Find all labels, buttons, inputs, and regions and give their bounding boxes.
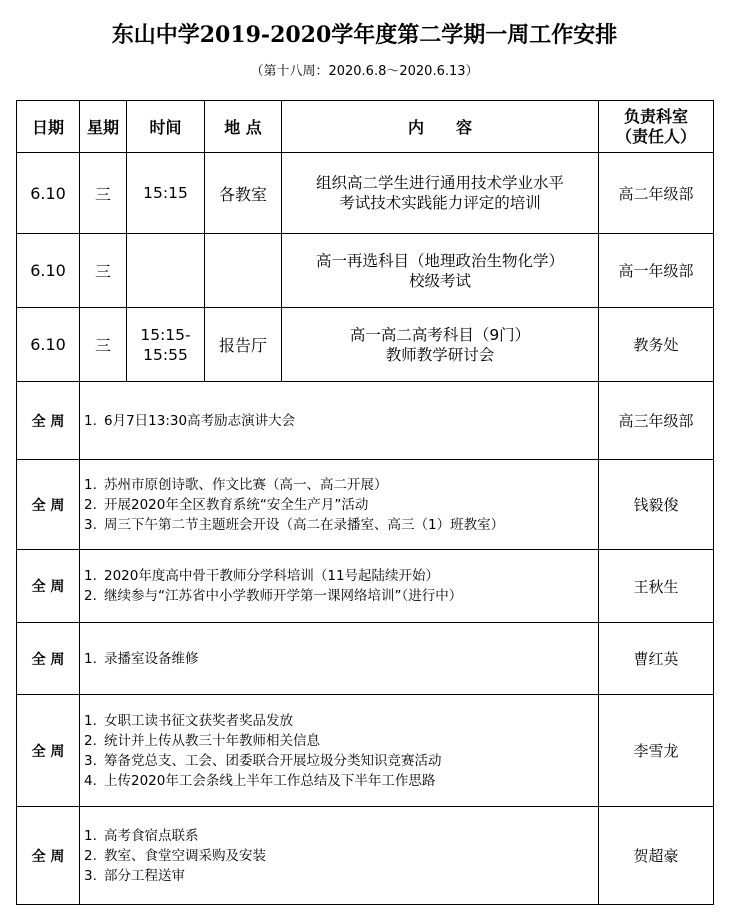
week-row [17,807,714,905]
week-content-cell [80,695,599,807]
time-line1: 15:15 [143,184,188,202]
content-line1: 高一高二高考科目（9门） [349,325,531,344]
table-row [17,153,714,234]
list-item: 1. 苏州市原创诗歌、作文比赛（高一、高二开展） [84,476,388,493]
list-item: 3. 筹备党总支、工会、团委联合开展垃圾分类知识竞赛活动 [84,752,442,769]
week-row [17,460,714,550]
list-item: 3. 部分工程送审 [84,867,185,884]
date-cell: 6.10 [17,153,80,234]
header-content: 内 容 [282,101,599,153]
date-cell: 6.10 [17,308,80,382]
header-place: 地 点 [205,101,282,153]
week-content-cell [80,807,599,905]
time-line1: 15:15- [140,325,191,344]
header-responsible [599,101,714,153]
page-subtitle: （第十八周：2020.6.8～2020.6.13） [250,64,479,79]
table-row [17,234,714,308]
header-responsible-line1: 负责科室 [623,106,688,126]
content-line1: 组织高二学生进行通用技术学业水平 [315,174,564,192]
responsible-cell: 钱毅俊 [599,460,714,550]
list-item: 2. 继续参与“江苏省中小学教师开学第一课网络培训”（进行中） [84,588,463,604]
responsible-cell: 曹红英 [599,623,714,695]
content-cell [282,234,599,308]
week-label-cell: 全 周 [17,550,80,623]
list-item: 1. 女职工读书征文获奖者奖品发放 [84,712,293,729]
list-item: 2. 教室、食堂空调采购及安装 [84,847,266,864]
place-cell [205,234,282,308]
week-label-cell: 全 周 [17,807,80,905]
week-content-cell [80,623,599,695]
week-label-cell: 全 周 [17,623,80,695]
list-item: 1. 录播室设备维修 [84,650,199,667]
responsible-cell: 贺超豪 [599,807,714,905]
weekday-cell: 三 [80,234,127,308]
page-title: 东山中学2019-2020学年度第二学期一周工作安排 [111,22,618,48]
week-content-cell [80,460,599,550]
responsible-cell: 李雪龙 [599,695,714,807]
responsible-cell: 高三年级部 [599,382,714,460]
time-cell [127,153,205,234]
list-item: 1. 6月7日13:30高考励志演讲大会 [84,412,296,429]
week-label-cell: 全 周 [17,382,80,460]
header-responsible-line2: （责任人） [615,126,696,146]
place-cell: 报告厅 [205,308,282,382]
responsible-cell: 高一年级部 [599,234,714,308]
date-cell: 6.10 [17,234,80,308]
header-row [17,101,714,153]
week-row [17,695,714,807]
time-cell [127,308,205,382]
list-item: 4. 上传2020年工会条线上半年工作总结及下半年工作思路 [84,772,436,789]
week-row [17,382,714,460]
list-item: 3. 周三下午第二节主题班会开设（高二在录播室、高三（1）班教室） [84,516,505,533]
week-content-cell [80,382,599,460]
schedule-table [16,100,714,905]
responsible-cell: 教务处 [599,308,714,382]
list-item: 2. 开展2020年全区教育系统“安全生产月”活动 [84,496,369,513]
content-line2: 校级考试 [408,271,471,290]
time-cell [127,234,205,308]
content-line1: 高一再选科目（地理政治生物化学） [315,251,564,270]
week-label-cell: 全 周 [17,460,80,550]
weekday-cell: 三 [80,153,127,234]
list-item: 2. 统计并上传从教三十年教师相关信息 [84,732,320,749]
content-cell [282,308,599,382]
header-time: 时间 [127,101,205,153]
week-content-cell [80,550,599,623]
content-line2: 教师教学研讨会 [385,345,495,364]
time-line2: 15:55 [143,345,188,364]
content-cell [282,153,599,234]
header-date: 日期 [17,101,80,153]
week-row [17,550,714,623]
week-label-cell: 全 周 [17,695,80,807]
responsible-cell: 王秋生 [599,550,714,623]
responsible-cell: 高二年级部 [599,153,714,234]
week-row [17,623,714,695]
header-weekday: 星期 [80,101,127,153]
list-item: 1. 2020年度高中骨干教师分学科培训（11号起陆续开始） [84,568,440,584]
content-line2: 考试技术实践能力评定的培训 [339,194,541,212]
weekday-cell: 三 [80,308,127,382]
list-item: 1. 高考食宿点联系 [84,827,199,844]
table-row [17,308,714,382]
place-cell: 各教室 [205,153,282,234]
